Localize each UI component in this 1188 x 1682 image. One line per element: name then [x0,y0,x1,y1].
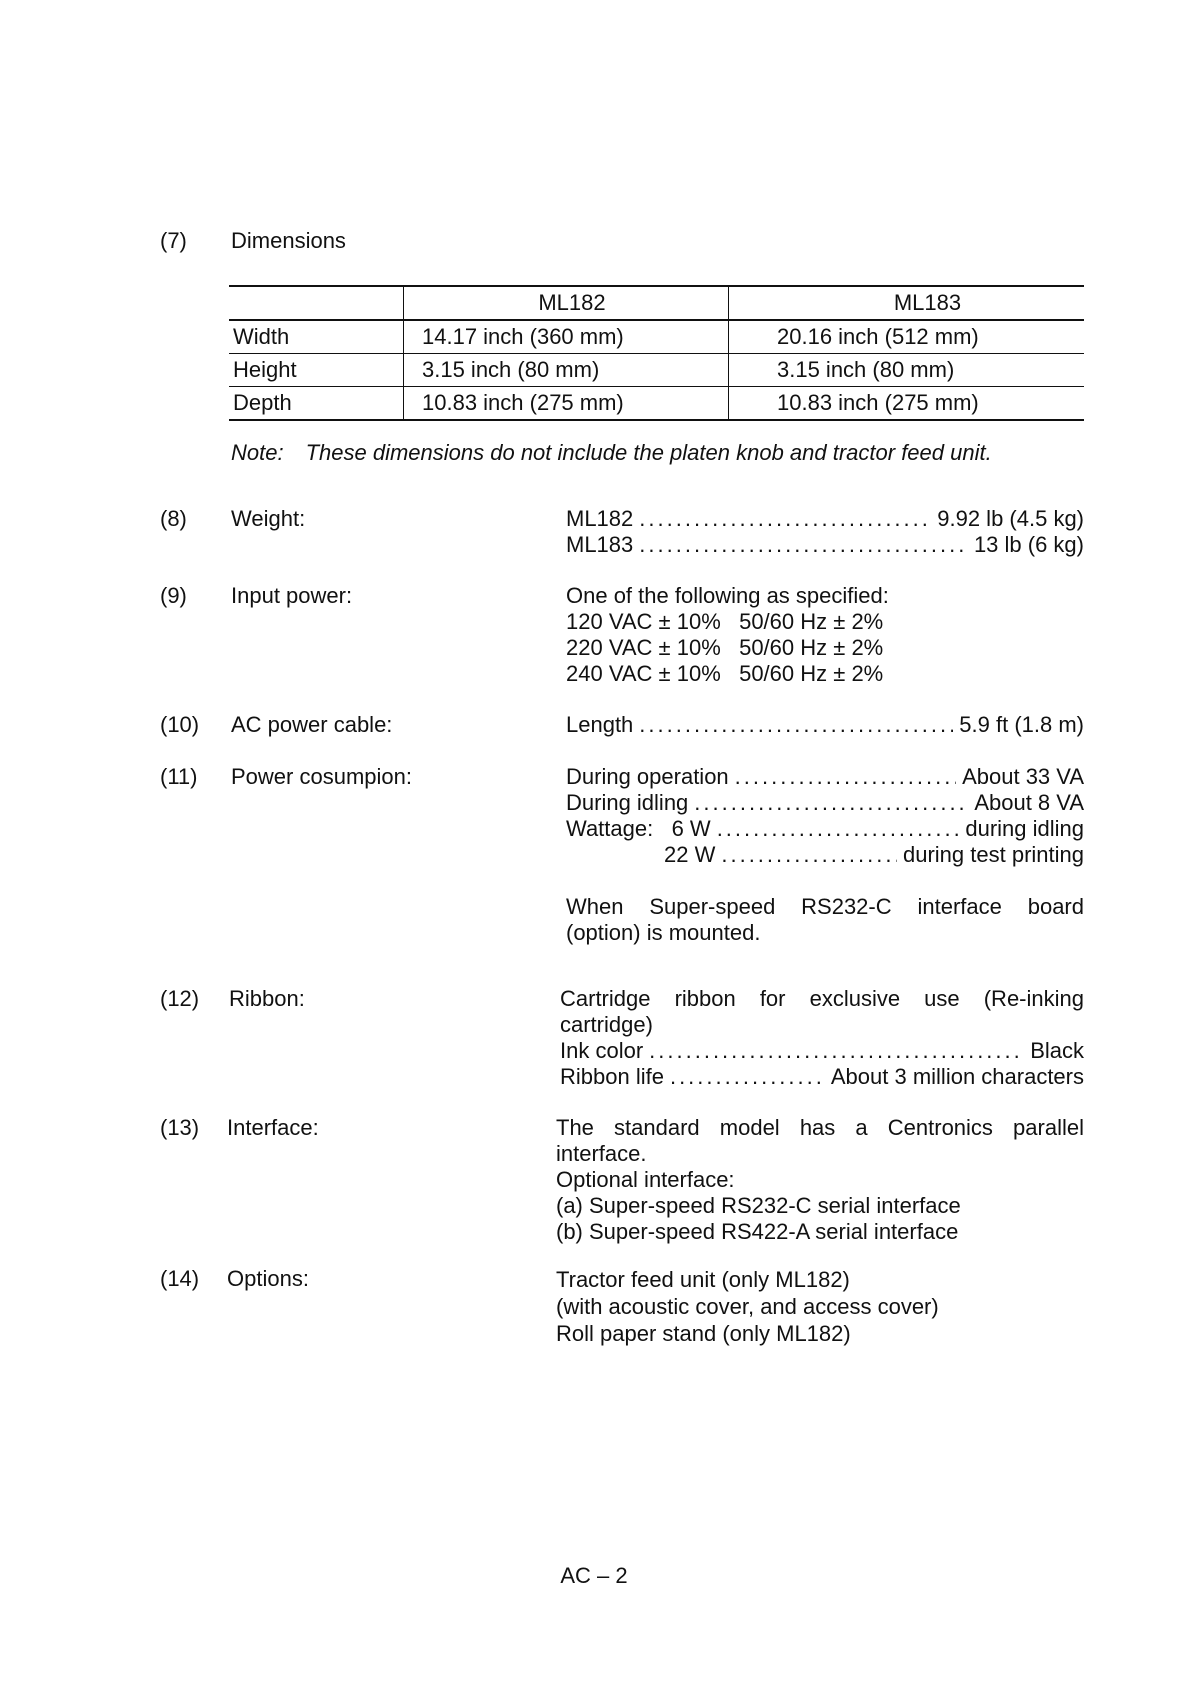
entry-name: Ink color [560,1038,644,1063]
note-text: These dimensions do not include the platen knob and tractor feed unit. [305,440,992,465]
ac-cable-values [566,712,1084,738]
note-label: Note: [231,440,284,465]
spec-label: Interface: [227,1115,319,1140]
text-line: (b) Super-speed RS422-A serial interface [556,1219,959,1244]
entry-value: Black [1030,1038,1084,1063]
table-header-cell: ML183 [729,286,1085,320]
table-cell: 10.83 inch (275 mm) [729,387,1085,421]
description-text: Cartridge ribbon for exclusive use (Re-inking cartridge) [560,986,1084,1037]
entry-value: 5.9 ft (1.8 m) [959,712,1084,737]
spec-entry [566,790,1084,816]
section-number: (13) [160,1115,200,1140]
spec-label: Options: [227,1266,309,1291]
section-number: (7) [160,228,187,253]
spec-label: Weight: [231,506,306,531]
section-number: (14) [160,1266,200,1291]
section-number: (12) [160,986,200,1011]
entry-name: Ribbon life [560,1064,664,1089]
spec-entry [566,532,1084,558]
entry-value: 9.92 lb (4.5 kg) [937,506,1084,531]
table-cell: 3.15 inch (80 mm) [404,354,729,387]
table-cell: 20.16 inch (512 mm) [729,320,1085,354]
entry-value: 13 lb (6 kg) [973,532,1084,557]
interface-values [556,1115,1084,1245]
spec-entry [566,506,1084,532]
section-number: (9) [160,583,187,608]
table-cell: 3.15 inch (80 mm) [729,354,1085,387]
section-number: (11) [160,764,198,789]
entry-name: During operation [566,764,729,789]
spec-entry [560,1064,1084,1090]
entry-name: ML183 [566,532,634,557]
table-note [231,440,992,466]
entry-name: Length [566,712,634,737]
spec-label: AC power cable: [231,712,393,737]
table-header-row [229,286,1084,320]
table-row [229,354,1084,387]
spec-label: Power cosumpion: [231,764,412,789]
spec-label: Input power: [231,583,353,608]
options-values [556,1266,1084,1347]
entry-value: About 8 VA [974,790,1084,815]
table-cell: 14.17 inch (360 mm) [404,320,729,354]
spec-entry [566,816,1084,842]
spec-entry [566,712,1084,738]
entry-value: About 33 VA [962,764,1084,789]
text-line: Tractor feed unit (only ML182) [556,1267,850,1292]
text-line: (a) Super-speed RS232-C serial interface [556,1193,961,1218]
table-cell: Depth [229,387,404,421]
entry-name: 22 W [664,842,716,867]
entry-value: during test printing [903,842,1084,867]
text-line: (with acoustic cover, and access cover) [556,1294,939,1319]
section-number: (10) [160,712,200,737]
text-line: Roll paper stand (only ML182) [556,1321,851,1346]
spec-entry [560,1038,1084,1064]
table-row [229,320,1084,354]
entry-value: during idling [965,816,1084,841]
table-cell: Width [229,320,404,354]
input-power-values [566,583,1084,687]
section-number: (8) [160,506,187,531]
section-title: Dimensions [231,228,346,253]
spec-entry [566,764,1084,790]
spec-label: Ribbon: [229,986,305,1011]
page-number: AC – 2 [560,1563,628,1588]
power-consumption-values [566,764,1084,946]
table-cell: 10.83 inch (275 mm) [404,387,729,421]
dimensions-table [229,285,1084,421]
weight-values [566,506,1084,558]
text-line: Optional interface: [556,1167,735,1192]
table-header-cell: ML182 [404,286,729,320]
remark-text: When Super-speed RS232-C interface board (option) is mounted. [566,894,1084,945]
text-line: 120 VAC ± 10% 50/60 Hz ± 2% [566,609,884,634]
table-header-cell [229,286,404,320]
spec-entry [566,842,1084,868]
table-row [229,387,1084,421]
entry-value: About 3 million characters [830,1064,1084,1089]
table-cell: Height [229,354,404,387]
text-line: 240 VAC ± 10% 50/60 Hz ± 2% [566,661,884,686]
entry-name: Wattage: 6 W [566,816,711,841]
text-line: One of the following as specified: [566,583,889,608]
ribbon-values [560,986,1084,1090]
entry-name: ML182 [566,506,634,531]
description-text: The standard model has a Centronics parallel interface. [556,1115,1084,1166]
entry-name: During idling [566,790,689,815]
text-line: 220 VAC ± 10% 50/60 Hz ± 2% [566,635,884,660]
